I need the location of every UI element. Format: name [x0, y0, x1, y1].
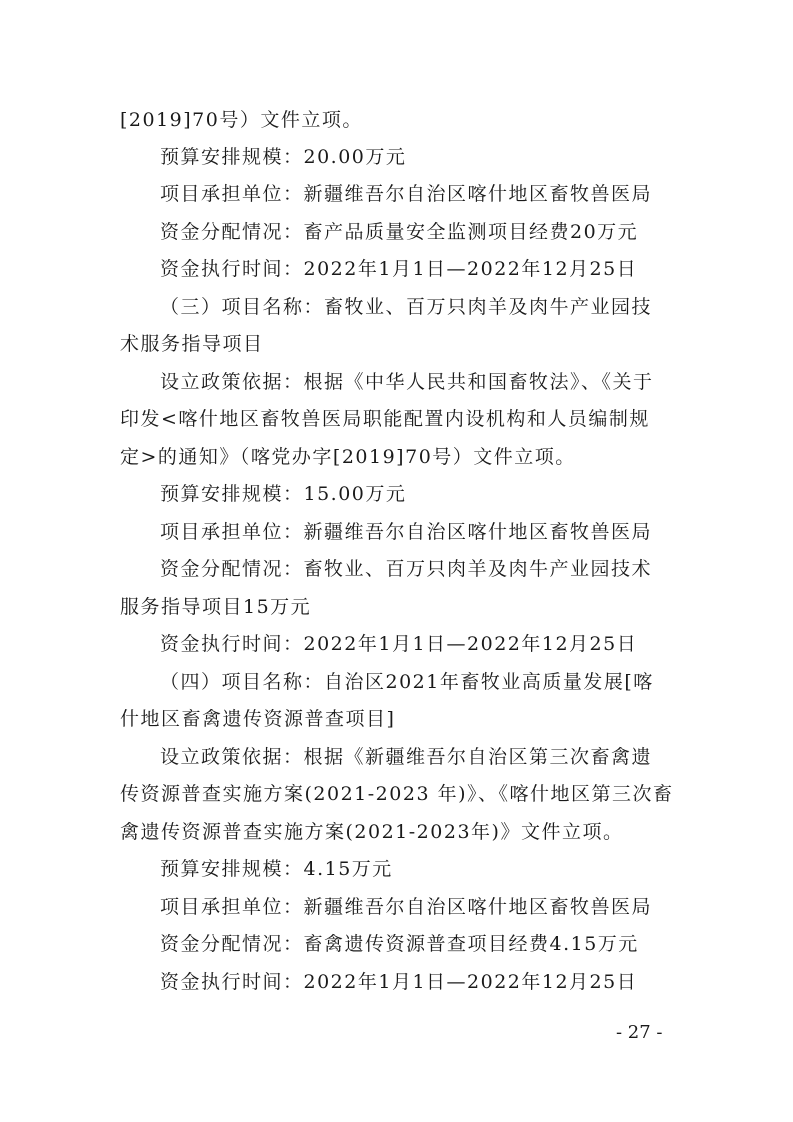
- text-line: 预算安排规模：15.00万元: [160, 483, 407, 505]
- text-line: 资金分配情况：畜牧业、百万只肉羊及肉牛产业园技术: [160, 558, 653, 580]
- page-number: - 27 -: [616, 1022, 663, 1043]
- text-line: 什地区畜禽遗传资源普查项目]: [120, 708, 396, 730]
- text-line: 项目承担单位：新疆维吾尔自治区喀什地区畜牧兽医局: [160, 896, 653, 918]
- text-line: 资金执行时间：2022年1月1日—2022年12月25日: [160, 633, 638, 655]
- section-heading-4: （四）项目名称：自治区2021年畜牧业高质量发展[喀: [160, 671, 654, 693]
- text-line: 预算安排规模：4.15万元: [160, 858, 393, 880]
- section-heading-3: （三）项目名称：畜牧业、百万只肉羊及肉牛产业园技: [160, 296, 653, 318]
- text-line: [2019]70号）文件立项。: [120, 109, 363, 131]
- text-line: 资金执行时间：2022年1月1日—2022年12月25日: [160, 258, 638, 280]
- text-line: 术服务指导项目: [120, 333, 264, 355]
- text-line: 服务指导项目15万元: [120, 596, 312, 618]
- text-line: 设立政策依据：根据《新疆维吾尔自治区第三次畜禽遗: [160, 746, 653, 768]
- text-line: 项目承担单位：新疆维吾尔自治区喀什地区畜牧兽医局: [160, 183, 653, 205]
- text-line: 项目承担单位：新疆维吾尔自治区喀什地区畜牧兽医局: [160, 521, 653, 543]
- text-line: 印发<喀什地区畜牧兽医局职能配置内设机构和人员编制规: [120, 408, 650, 430]
- text-line: 预算安排规模：20.00万元: [160, 146, 407, 168]
- text-line: 定>的通知》（喀党办字[2019]70号）文件立项。: [120, 446, 576, 468]
- text-line: 禽遗传资源普查实施方案(2021-2023年)》文件立项。: [120, 821, 624, 843]
- text-line: 资金分配情况：畜产品质量安全监测项目经费20万元: [160, 221, 639, 243]
- text-line: 资金执行时间：2022年1月1日—2022年12月25日: [160, 971, 638, 993]
- text-line: 资金分配情况：畜禽遗传资源普查项目经费4.15万元: [160, 933, 639, 955]
- text-line: 设立政策依据：根据《中华人民共和国畜牧法》、《关于: [160, 371, 654, 393]
- text-line: 传资源普查实施方案(2021-2023 年)》、《喀什地区第三次畜: [120, 783, 674, 805]
